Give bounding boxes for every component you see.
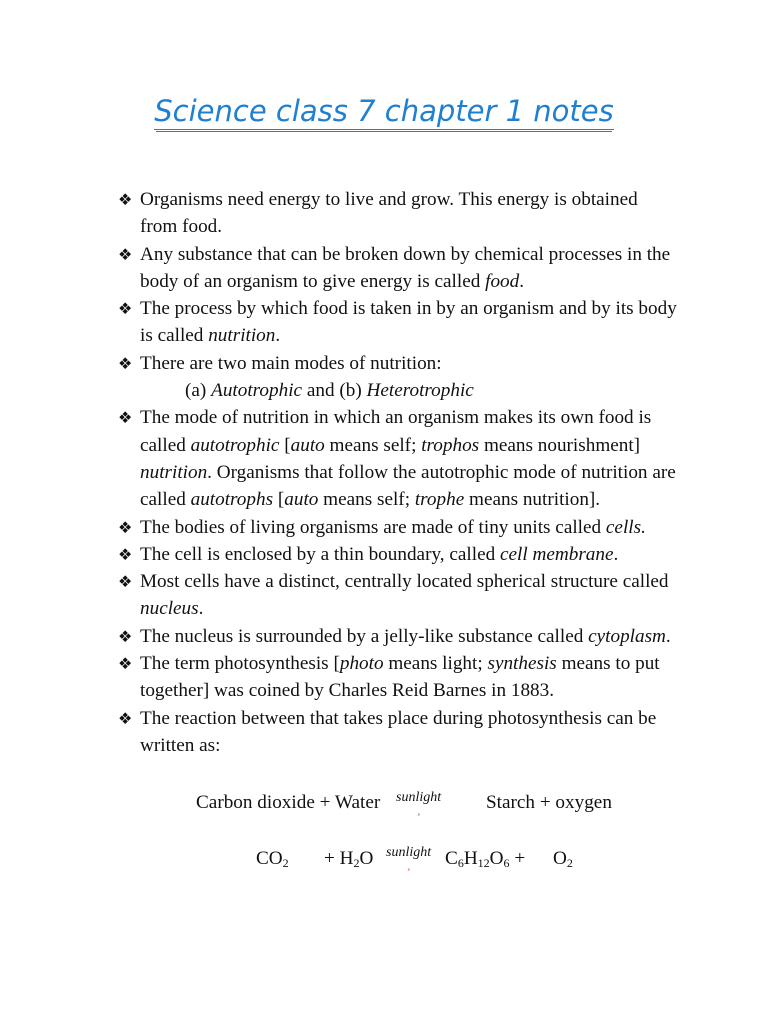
italic-term: cell membrane xyxy=(500,543,614,565)
word-equation-products: Starch + oxygen xyxy=(486,792,612,813)
italic-term: photo xyxy=(339,653,384,675)
note-item xyxy=(118,186,678,241)
italic-term: cytoplasm xyxy=(588,625,666,647)
note-text: Most cells have a distinct, centrally located spherical structure called xyxy=(140,571,669,593)
notes-list xyxy=(118,186,678,759)
note-content xyxy=(140,626,671,647)
four-diamond-bullet-icon: ❖ xyxy=(118,626,133,646)
note-content xyxy=(140,571,669,619)
italic-term: trophos xyxy=(421,434,480,456)
page-title-text: Science class 7 chapter 1 notes xyxy=(154,94,614,128)
italic-term: food xyxy=(485,270,520,292)
note-text: There are two main modes of nutrition: xyxy=(140,352,442,374)
four-diamond-bullet-icon: ❖ xyxy=(118,544,133,564)
note-text: The mode of nutrition in which an organism makes its own food is called xyxy=(140,407,652,456)
note-text: . xyxy=(198,598,204,620)
italic-term: autotrophic xyxy=(190,434,280,456)
arrow-mark-icon: ¸ xyxy=(407,860,411,871)
note-text: means light; xyxy=(383,653,488,675)
note-item xyxy=(118,541,678,568)
note-item xyxy=(118,705,678,760)
note-text: . xyxy=(519,270,525,292)
note-subline xyxy=(118,377,678,404)
note-text: (a) xyxy=(185,380,212,402)
word-equation-reactants: Carbon dioxide + Water xyxy=(196,792,381,813)
note-text: . xyxy=(613,543,619,565)
four-diamond-bullet-icon: ❖ xyxy=(118,408,133,428)
italic-term: nucleus xyxy=(140,598,199,620)
note-text: The cell is enclosed by a thin boundary, called xyxy=(140,543,500,565)
note-content xyxy=(140,407,676,510)
four-diamond-bullet-icon: ❖ xyxy=(118,708,133,728)
italic-term: auto xyxy=(290,434,325,456)
note-item xyxy=(118,241,678,296)
note-content xyxy=(140,353,442,374)
note-text: [ xyxy=(279,434,291,456)
italic-term: synthesis xyxy=(487,653,557,675)
note-text: and (b) xyxy=(302,380,367,402)
italic-term: trophe xyxy=(414,489,465,511)
note-item xyxy=(118,623,678,650)
note-item xyxy=(118,295,678,350)
italic-term: Autotrophic xyxy=(211,380,303,402)
note-content xyxy=(140,653,660,701)
note-text: . xyxy=(665,625,671,647)
four-diamond-bullet-icon: ❖ xyxy=(118,299,133,319)
page-title xyxy=(0,92,768,130)
italic-term: Heterotrophic xyxy=(366,380,474,402)
italic-term: nutrition xyxy=(140,461,208,483)
note-text: . xyxy=(275,325,281,347)
note-item xyxy=(118,514,678,541)
note-text: [ xyxy=(273,489,285,511)
note-item xyxy=(118,568,678,623)
note-content xyxy=(140,244,670,292)
note-text: . Organisms that follow the autotrophic mode of nutrition are called xyxy=(140,461,676,511)
note-item xyxy=(118,650,678,705)
four-diamond-bullet-icon: ❖ xyxy=(118,572,133,592)
note-text: means self; xyxy=(318,489,415,511)
four-diamond-bullet-icon: ❖ xyxy=(118,244,133,264)
note-content xyxy=(140,544,618,565)
note-text: means nourishment] xyxy=(479,434,641,456)
note-text: The nucleus is surrounded by a jelly-like substance called xyxy=(140,625,589,647)
arrow-mark-icon: ¸ xyxy=(417,805,421,816)
note-content xyxy=(140,708,656,756)
italic-term: autotrophs xyxy=(190,489,274,511)
four-diamond-bullet-icon: ❖ xyxy=(118,353,133,373)
note-text: The bodies of living organisms are made of tiny units called xyxy=(140,516,606,538)
note-text: means nutrition]. xyxy=(464,489,601,511)
note-text: means self; xyxy=(324,434,422,456)
note-item xyxy=(118,404,678,513)
note-content xyxy=(140,298,677,346)
note-content xyxy=(140,517,646,538)
h2o-formula: + $H_2O$ xyxy=(324,848,374,870)
word-equation-arrow-label: sunlight xyxy=(396,790,442,805)
chemical-equation-arrow-label: sunlight xyxy=(386,845,432,860)
four-diamond-bullet-icon: ❖ xyxy=(118,190,133,209)
co2-formula: $CO_2$ xyxy=(256,848,289,870)
italic-term: cells. xyxy=(605,516,646,538)
note-text: means to put together] was coined by Charles Reid Barnes in 1883. xyxy=(140,653,660,702)
note-item xyxy=(118,350,678,377)
four-diamond-bullet-icon: ❖ xyxy=(118,654,133,674)
note-text: The process by which food is taken in by an organism and by its body is called xyxy=(140,298,677,347)
four-diamond-bullet-icon: ❖ xyxy=(118,517,133,537)
italic-term: auto xyxy=(284,489,319,511)
note-text: The term photosynthesis [ xyxy=(140,653,340,675)
o2-formula: $O_2$ xyxy=(553,848,573,870)
glucose-formula: $C_6H_{12}O_6$ + xyxy=(445,848,526,870)
note-content xyxy=(140,189,638,237)
note-text: Organisms need energy to live and grow. This energy is obtained from food. xyxy=(140,189,638,238)
note-text: Any substance that can be broken down by chemical processes in the body of an organism to give energy is called xyxy=(140,243,671,292)
note-text: The reaction between that takes place during photosynthesis can be written as: xyxy=(140,707,657,756)
italic-term: nutrition xyxy=(208,325,276,347)
